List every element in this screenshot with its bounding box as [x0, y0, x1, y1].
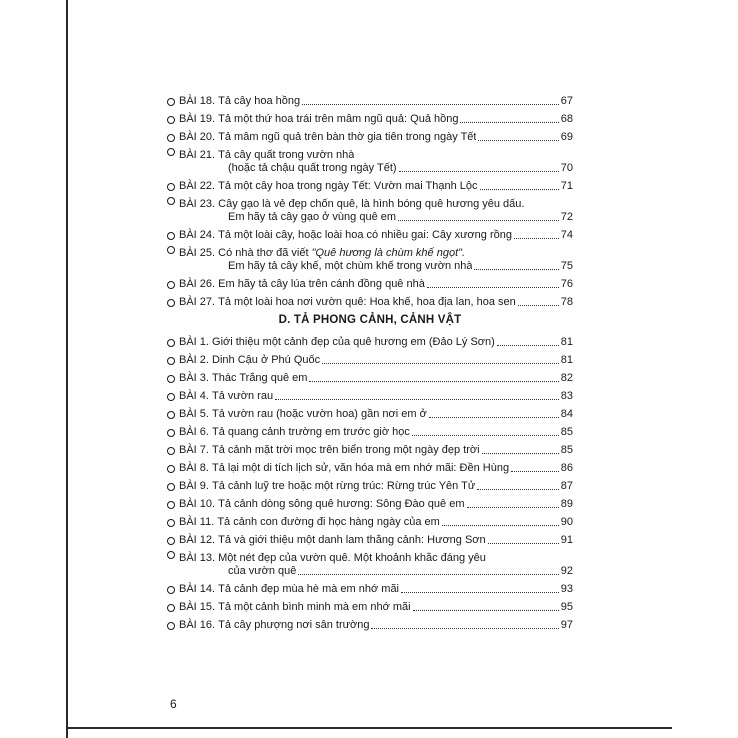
toc-title-line2: Em hãy tả cây khế, một chùm khế trong vườn nhà	[228, 260, 473, 272]
circle-bullet-icon	[167, 465, 175, 473]
circle-bullet-icon	[167, 116, 175, 124]
toc-label: BÀI 13.	[179, 552, 216, 564]
toc-title: Em hãy tả cây lúa trên cánh đồng quê nhà	[218, 278, 425, 290]
toc-label: BÀI 25.	[179, 247, 216, 259]
circle-bullet-icon	[167, 197, 175, 205]
toc-page: 68	[560, 113, 573, 125]
toc-page: 81	[560, 354, 573, 366]
circle-bullet-icon	[167, 281, 175, 289]
circle-bullet-icon	[167, 134, 175, 142]
circle-bullet-icon	[167, 339, 175, 347]
circle-bullet-icon	[167, 232, 175, 240]
toc-page: 95	[560, 601, 573, 613]
toc-label: BÀI 23.	[179, 198, 216, 210]
toc-page: 85	[560, 426, 573, 438]
circle-bullet-icon	[167, 183, 175, 191]
toc-entry	[167, 475, 573, 493]
toc-entry	[167, 457, 573, 475]
toc-entry	[167, 439, 573, 457]
toc-title: Tả cây hoa hồng	[218, 95, 301, 107]
toc-label: BÀI 2.	[179, 354, 209, 366]
toc-page: 67	[560, 95, 573, 107]
toc-title: Tả và giới thiệu một danh lam thắng cảnh: Hương Sơn	[218, 534, 486, 546]
circle-bullet-icon	[167, 447, 175, 455]
circle-bullet-icon	[167, 501, 175, 509]
toc-page: 70	[560, 162, 573, 174]
circle-bullet-icon	[167, 429, 175, 437]
toc-entry	[167, 367, 573, 385]
circle-bullet-icon	[167, 393, 175, 401]
toc-page: 72	[560, 211, 573, 223]
circle-bullet-icon	[167, 586, 175, 594]
toc-entry	[167, 291, 573, 309]
toc-title: Tả cảnh mặt trời mọc trên biển trong một ngày đẹp trời	[212, 444, 480, 456]
toc-entry	[167, 596, 573, 614]
circle-bullet-icon	[167, 246, 175, 254]
toc-page: 85	[560, 444, 573, 456]
circle-bullet-icon	[167, 411, 175, 419]
toc-label: BÀI 3.	[179, 372, 209, 384]
toc-entry	[167, 273, 573, 291]
toc-title-line2: (hoặc tả chậu quất trong ngày Tết)	[228, 162, 397, 174]
toc-entry	[167, 403, 573, 421]
toc-page: 90	[560, 516, 573, 528]
circle-bullet-icon	[167, 604, 175, 612]
toc-entry	[167, 175, 573, 193]
page-bottom-edge	[66, 727, 672, 729]
circle-bullet-icon	[167, 98, 175, 106]
toc-label: BÀI 11.	[179, 516, 215, 528]
toc-label: BÀI 6.	[179, 426, 209, 438]
toc-entry	[167, 224, 573, 242]
toc-title: Tả cảnh luỹ tre hoặc một rừng trúc: Rừng trúc Yên Tử	[212, 480, 476, 492]
toc-page: 71	[560, 180, 573, 192]
toc-label: BÀI 8.	[179, 462, 209, 474]
toc-label: BÀI 1.	[179, 336, 209, 348]
toc-page: 81	[560, 336, 573, 348]
page-left-edge	[66, 0, 68, 738]
toc-title: Tả một loài cây, hoặc loài hoa có nhiều gai: Cây xương rồng	[218, 229, 512, 241]
circle-bullet-icon	[167, 622, 175, 630]
toc-label: BÀI 7.	[179, 444, 209, 456]
toc-title: Tả cảnh đẹp mùa hè mà em nhớ mãi	[218, 583, 400, 595]
page-number: 6	[170, 697, 177, 711]
toc-entry	[167, 529, 573, 547]
toc-label: BÀI 27.	[179, 296, 216, 308]
toc-title-line1: Tả cây quất trong vườn nhà	[218, 149, 355, 161]
toc-label: BÀI 21.	[179, 149, 216, 161]
circle-bullet-icon	[167, 551, 175, 559]
toc-entry	[167, 108, 573, 126]
toc-label: BÀI 20.	[179, 131, 216, 143]
toc-title-quote: "Quê hương là chùm khế ngọt".	[311, 247, 466, 259]
toc-entry	[167, 421, 573, 439]
toc-page: 89	[560, 498, 573, 510]
toc-entry	[167, 144, 573, 175]
toc-title: Tả mâm ngũ quả trên bàn thờ gia tiên trong ngày Tết	[218, 131, 477, 143]
table-of-contents	[167, 90, 573, 632]
toc-entry	[167, 126, 573, 144]
toc-page: 91	[560, 534, 573, 546]
toc-entry	[167, 511, 573, 529]
toc-page: 87	[560, 480, 573, 492]
toc-title: Tả cảnh dòng sông quê hương: Sông Đào quê em	[218, 498, 465, 510]
toc-label: BÀI 12.	[179, 534, 216, 546]
toc-title: Tả vườn rau (hoặc vườn hoa) gần nơi em ở	[212, 408, 427, 420]
toc-entry	[167, 578, 573, 596]
toc-title-line2: Em hãy tả cây gạo ở vùng quê em	[228, 211, 397, 223]
toc-label: BÀI 19.	[179, 113, 216, 125]
section-heading: D. TẢ PHONG CẢNH, CẢNH VẬT	[278, 314, 462, 326]
toc-page: 84	[560, 408, 573, 420]
toc-page: 78	[560, 296, 573, 308]
circle-bullet-icon	[167, 483, 175, 491]
toc-title: Tả một cây hoa trong ngày Tết: Vườn mai Thạnh Lộc	[218, 180, 478, 192]
toc-entry	[167, 349, 573, 367]
toc-title-line2: của vườn quê	[228, 565, 297, 577]
toc-entry	[167, 493, 573, 511]
toc-entry	[167, 331, 573, 349]
toc-page: 74	[560, 229, 573, 241]
toc-entry	[167, 242, 573, 273]
toc-entry	[167, 547, 573, 578]
toc-title: Tả cảnh con đường đi học hàng ngày của em	[217, 516, 440, 528]
toc-title-line1: Có nhà thơ đã viết	[218, 247, 312, 259]
toc-label: BÀI 26.	[179, 278, 216, 290]
toc-title: Dinh Cậu ở Phú Quốc	[212, 354, 321, 366]
toc-page: 86	[560, 462, 573, 474]
toc-label: BÀI 5.	[179, 408, 209, 420]
circle-bullet-icon	[167, 537, 175, 545]
toc-title: Tả lại một di tích lịch sử, văn hóa mà em nhớ mãi: Đền Hùng	[212, 462, 510, 474]
toc-label: BÀI 4.	[179, 390, 209, 402]
toc-title-line1: Một nét đẹp của vườn quê. Một khoảnh khắc đáng yêu	[218, 552, 486, 564]
toc-page: 82	[560, 372, 573, 384]
toc-title: Tả một cảnh bình minh mà em nhớ mãi	[218, 601, 411, 613]
toc-entry	[167, 385, 573, 403]
toc-page: 83	[560, 390, 573, 402]
toc-page: 93	[560, 583, 573, 595]
circle-bullet-icon	[167, 357, 175, 365]
circle-bullet-icon	[167, 299, 175, 307]
toc-label: BÀI 22.	[179, 180, 216, 192]
circle-bullet-icon	[167, 375, 175, 383]
toc-entry	[167, 614, 573, 632]
toc-page: 97	[560, 619, 573, 631]
toc-title: Tả quang cảnh trường em trước giờ học	[212, 426, 410, 438]
toc-label: BÀI 24.	[179, 229, 216, 241]
toc-entry	[167, 193, 573, 224]
toc-label: BÀI 18.	[179, 95, 216, 107]
toc-label: BÀI 14.	[179, 583, 216, 595]
toc-page: 75	[560, 260, 573, 272]
toc-label: BÀI 16.	[179, 619, 216, 631]
toc-title: Tả vườn rau	[212, 390, 274, 402]
circle-bullet-icon	[167, 519, 175, 527]
toc-title: Thác Trắng quê em	[212, 372, 308, 384]
toc-title: Tả một thứ hoa trái trên mâm ngũ quả: Quả hồng	[218, 113, 459, 125]
toc-label: BÀI 10.	[179, 498, 216, 510]
circle-bullet-icon	[167, 148, 175, 156]
toc-label: BÀI 9.	[179, 480, 209, 492]
toc-entry	[167, 90, 573, 108]
toc-title-line1: Cây gạo là vẻ đẹp chốn quê, là hình bóng quê hương yêu dấu.	[218, 198, 525, 210]
toc-title: Tả cây phượng nơi sân trường	[218, 619, 370, 631]
toc-page: 76	[560, 278, 573, 290]
toc-label: BÀI 15.	[179, 601, 216, 613]
toc-page: 92	[560, 565, 573, 577]
toc-title: Giới thiệu một cảnh đẹp của quê hương em (Đảo Lý Sơn)	[212, 336, 495, 348]
toc-page: 69	[560, 131, 573, 143]
toc-title: Tả một loài hoa nơi vườn quê: Hoa khế, hoa địa lan, hoa sen	[218, 296, 516, 308]
